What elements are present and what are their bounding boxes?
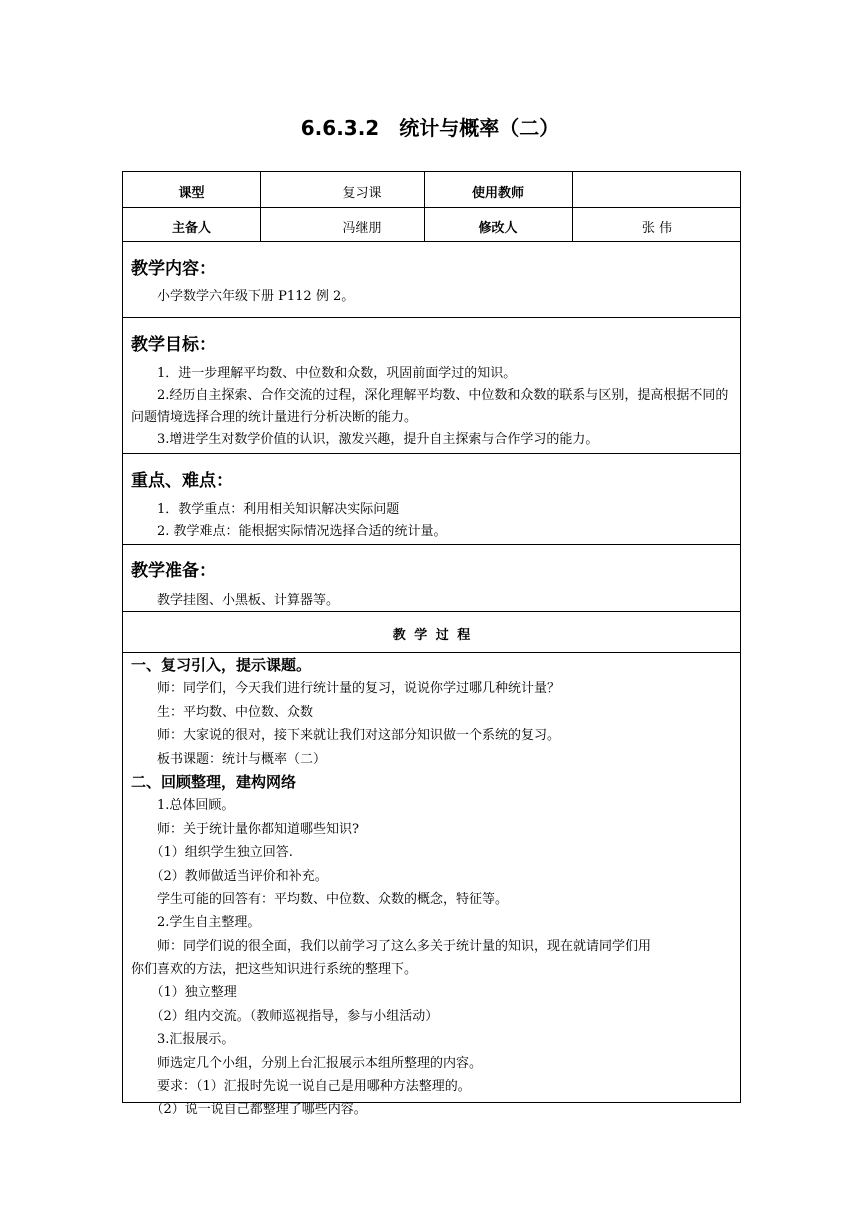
preparer-label: 主备人: [171, 221, 211, 236]
keypoint-item: 1．教学重点：利用相关知识解决实际问题: [157, 502, 400, 517]
process-heading: 教 学 过 程: [392, 628, 473, 643]
process-body: [131, 654, 735, 1122]
process-line: （2）说一说自己都整理了哪些内容。: [150, 1102, 367, 1118]
process-line: 2.学生自主整理。: [157, 915, 261, 931]
row-divider: [123, 207, 740, 208]
prep-heading: 教学准备：: [131, 561, 216, 581]
keypoint-item: 2. 教学难点：能根据实际情况选择合适的统计量。: [157, 524, 447, 539]
process-line: 1.总体回顾。: [157, 798, 235, 814]
course-type-label: 课型: [178, 186, 205, 201]
process-line: 师：关于统计量你都知道哪些知识?: [157, 821, 359, 837]
page-title: 6.6.3.2 统计与概率（二）: [300, 116, 560, 140]
teacher-label: 使用教师: [471, 186, 524, 201]
reviser-value: 张 伟: [641, 221, 673, 236]
reviser-label: 修改人: [478, 221, 518, 236]
process-line: 师：同学们说的很全面，我们以前学习了这么多关于统计量的知识，现在就请同学们用: [157, 938, 652, 954]
goals-heading: 教学目标：: [131, 335, 216, 355]
process-line: （2）教师做适当评价和补充。: [150, 868, 328, 884]
content-heading: 教学内容：: [131, 259, 216, 279]
process-line: 3.汇报展示。: [157, 1032, 235, 1048]
process-line: （1）独立整理: [150, 985, 237, 1001]
process-section-heading: 一、复习引入，提示课题。: [131, 656, 312, 674]
process-line: 师选定几个小组，分别上台汇报展示本组所整理的内容。: [157, 1055, 483, 1071]
process-line: 学生可能的回答有：平均数、中位数、众数的概念，特征等。: [157, 891, 509, 907]
preparer-value: 冯继朋: [342, 221, 382, 236]
process-line: 师：大家说的很对，接下来就让我们对这部分知识做一个系统的复习。: [157, 728, 561, 744]
lesson-plan-table: [122, 171, 741, 1118]
process-line: （2）组内交流。（教师巡视指导，参与小组活动）: [150, 1008, 439, 1024]
process-line: （1）组织学生独立回答.: [150, 845, 293, 861]
row-divider: [123, 317, 740, 318]
process-line: 要求：（1）汇报时先说一说自己是用哪种方法整理的。: [157, 1079, 471, 1095]
row-divider: [123, 241, 740, 242]
goal-item: 1．进一步理解平均数、中位数和众数，巩固前面学过的知识。: [157, 366, 517, 381]
goal-item: 3.增进学生对数学价值的认识，激发兴趣，提升自主探索与合作学习的能力。: [157, 432, 599, 447]
process-section-heading: 二、回顾整理，建构网络: [131, 772, 297, 791]
prep-text: 教学挂图、小黑板、计算器等。: [157, 593, 340, 608]
keypoints-heading: 重点、难点：: [131, 471, 233, 491]
process-line: 生：平均数、中位数、众数: [157, 704, 314, 720]
content-text: 小学数学六年级下册 P112 例 2。: [157, 289, 355, 304]
process-line: 师：同学们，今天我们进行统计量的复习，说说你学过哪几种统计量？: [157, 681, 561, 697]
row-divider: [123, 544, 740, 545]
row-divider: [123, 652, 740, 653]
row-divider: [123, 453, 740, 454]
process-line: 板书课题：统计与概率（二）: [157, 751, 327, 767]
course-type-value: 复习课: [342, 186, 382, 201]
process-line: 你们喜欢的方法，把这些知识进行系统的整理下。: [131, 962, 418, 978]
goal-item: 2.经历自主探索、合作交流的过程，深化理解平均数、中位数和众数的联系与区别，提高根据不同的问题情境选择合理的统计量进行分析决断的能力。: [131, 388, 729, 425]
